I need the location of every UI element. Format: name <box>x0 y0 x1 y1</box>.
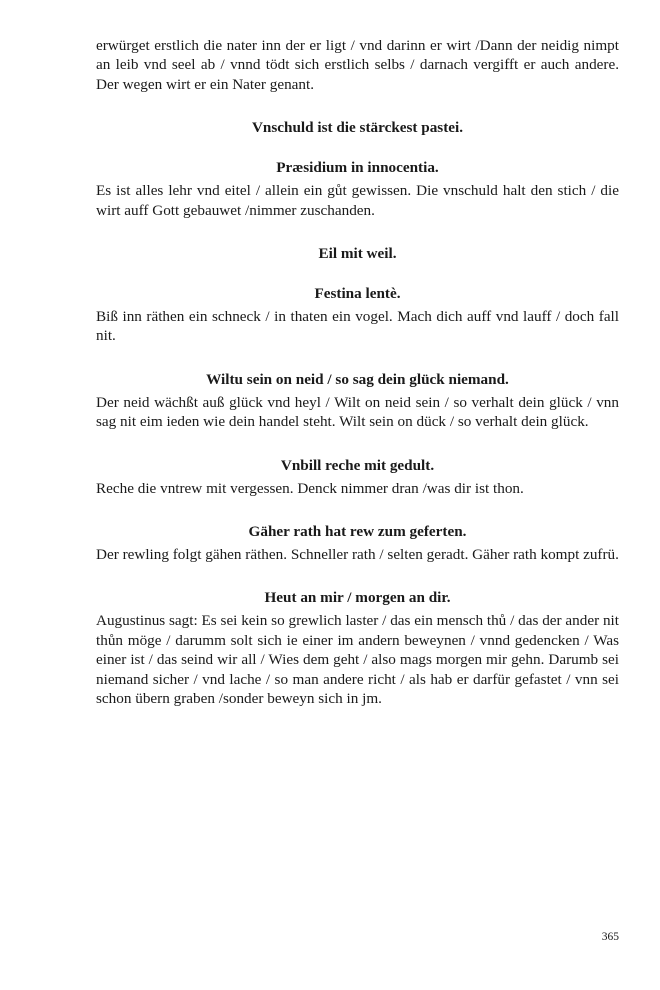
heading-praesidium: Præsidium in innocentia. <box>276 159 439 177</box>
heading-gaeher-rath: Gäher rath hat rew zum geferten. <box>248 523 467 541</box>
paragraph-vnschuld: Es ist alles lehr vnd eitel / allein ein gůt gewissen. Die vnschuld halt den stich / die wirt auff Gott gebauwet /nimmer zuschanden. <box>96 182 619 219</box>
paragraph-vnbill: Reche die vntrew mit vergessen. Denck nimmer dran /was dir ist thon. <box>96 479 524 497</box>
paragraph-augustinus: Augustinus sagt: Es sei kein so grewlich laster / das ein mensch thů / das der ander nit thůn möge / darumm solt sich ie einer im andern beweynen / vnnd gedencken / Was einer ist / das seind wir all / Wies dem geht / also mags morgen mir gehn. Darumb sei niemand sicher / vnd lache / so man andere richt / als hab er darfür gefastet / vnn sei schon übern graben /sonder beweyn sich in jm. <box>96 612 619 708</box>
heading-vnschuld: Vnschuld ist die stärckest pastei. <box>251 119 464 137</box>
page-body <box>96 36 619 709</box>
paragraph-nater: erwürget erstlich die nater inn der er ligt / vnd darinn er wirt /Dann der neidig nimpt an leib vnd seel ab / vnnd tödt sich erstlich selbs / darnach vergifft er auch andere. Der wegen wirt er ein Nater genant. <box>96 37 619 93</box>
paragraph-neid: Der neid wächßt auß glück vnd heyl / Wilt on neid sein / so verhalt dein glück / vnn sag nit eim ieden wie dein handel steht. Wilt sein on dück / so verhalt dein glück. <box>96 393 619 431</box>
heading-festina-lente: Festina lentè. <box>314 285 401 303</box>
heading-wiltu-sein-on-neid: Wiltu sein on neid / so sag dein glück niemand. <box>206 370 509 388</box>
heading-vnbill: Vnbill reche mit gedult. <box>280 456 435 474</box>
heading-eil-mit-weil: Eil mit weil. <box>318 245 397 263</box>
heading-heut-an-mir: Heut an mir / morgen an dir. <box>264 589 451 607</box>
page-number: 365 <box>601 931 619 943</box>
paragraph-eil: Biß inn räthen ein schneck / in thaten ein vogel. Mach dich auff vnd lauff / doch fall nit. <box>96 308 619 345</box>
paragraph-gaeher-rath: Der rewling folgt gähen räthen. Schneller rath / selten geradt. Gäher rath kompt zufrü. <box>96 546 619 564</box>
